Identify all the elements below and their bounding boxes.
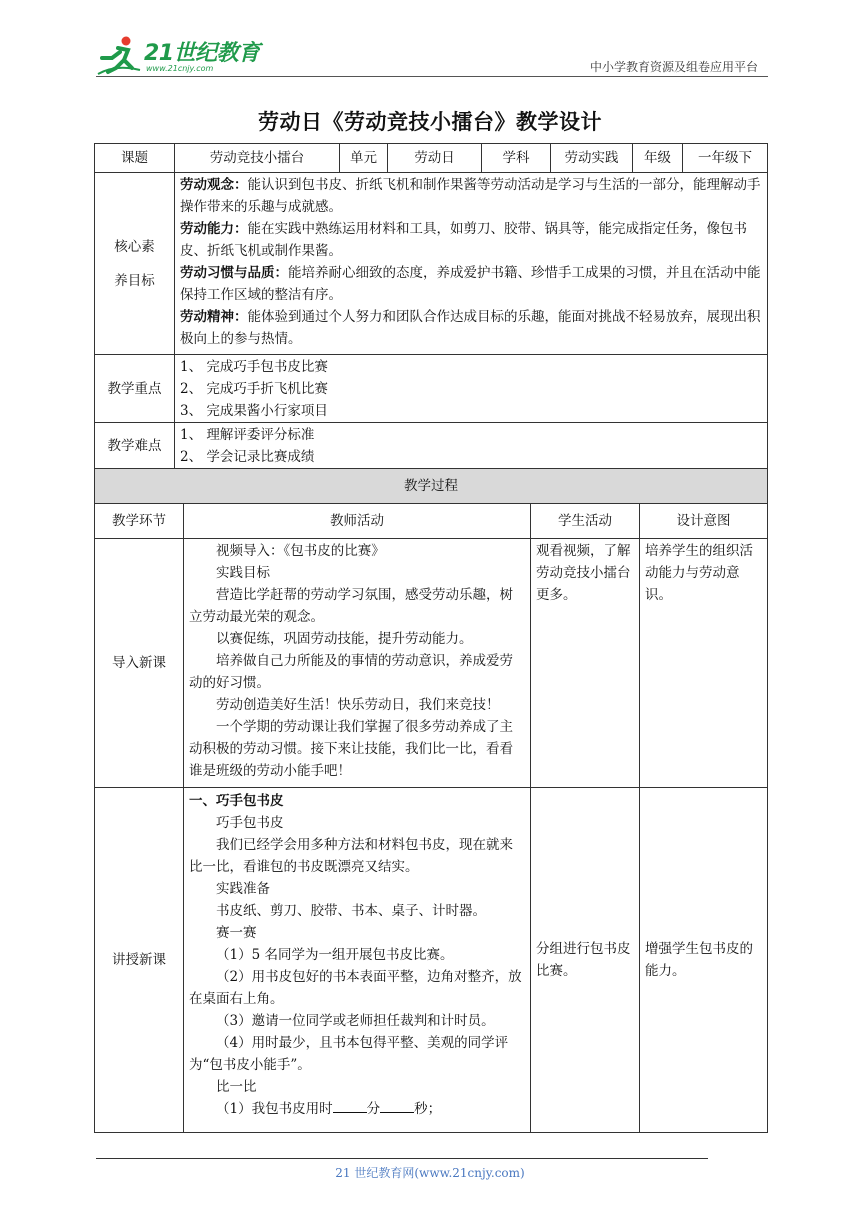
- goals-label: [95, 173, 175, 355]
- difficulty-item: 1、 理解评委评分标准: [180, 426, 315, 443]
- activity-line: （4）用时最少，且书本包得平整、美观的同学评为“包书皮小能手”。: [189, 1035, 509, 1073]
- grade-value: 一年级下: [683, 144, 768, 173]
- grade-label: 年级: [633, 144, 683, 173]
- goal-text: 能培养耐心细致的态度，养成爱护书籍、珍惜手工成果的习惯，并且在活动中能保持工作区域的整洁有序。: [180, 265, 761, 303]
- subject-label: 学科: [482, 144, 551, 173]
- design-intent: 增强学生包书皮的能力。: [640, 788, 768, 1133]
- column-header: 学生活动: [531, 504, 640, 539]
- goal-head: 劳动习惯与品质：: [180, 265, 288, 281]
- section-title-text: 一、巧手包书皮: [189, 793, 284, 809]
- section-title: [189, 790, 525, 812]
- stage-new-lesson: 讲授新课: [95, 788, 184, 1133]
- teacher-activity: [184, 539, 531, 788]
- footer-divider: [96, 1158, 708, 1159]
- activity-line: 培养做自己力所能及的事情的劳动意识，养成爱劳动的好习惯。: [189, 653, 513, 691]
- stage-intro: 导入新课: [95, 539, 184, 788]
- teaching-process-table: [94, 468, 768, 1133]
- activity-line: 实践目标: [216, 565, 270, 581]
- goal-item: [180, 174, 762, 218]
- goal-text: 能在实践中熟练运用材料和工具，如剪刀、胶带、锅具等，能完成指定任务，像包书皮、折纸飞机或制作果酱。: [180, 221, 747, 259]
- goal-text: 能体验到通过个人努力和团队合作达成目标的乐趣，能面对挑战不轻易放弃，展现出积极向上的参与热情。: [180, 309, 761, 347]
- topic-value: 劳动竞技小擂台: [175, 144, 340, 173]
- student-activity: 观看视频，了解劳动竞技小擂台更多。: [531, 539, 640, 788]
- activity-line: 巧手包书皮: [216, 815, 284, 831]
- runner-logo-icon: [96, 34, 142, 76]
- header-divider: [96, 76, 768, 77]
- goal-item: [180, 262, 762, 306]
- key-points-label: 教学重点: [95, 355, 175, 423]
- student-activity: 分组进行包书皮比赛。: [531, 788, 640, 1133]
- activity-line: 赛一赛: [216, 925, 257, 941]
- logo-url: www.21cnjy.com: [146, 64, 214, 73]
- record-prefix: （1）我包书皮用时: [216, 1101, 333, 1117]
- goals-label-line-2: 养目标: [114, 272, 155, 289]
- key-point-item: 1、 完成巧手包书皮比赛: [180, 358, 328, 375]
- activity-line: 营造比学赶帮的劳动学习氛围，感受劳动乐趣，树立劳动最光荣的观念。: [189, 587, 513, 625]
- seconds-unit: 秒；: [414, 1101, 442, 1117]
- activity-line: 书皮纸、剪刀、胶带、书本、桌子、计时器。: [216, 903, 486, 919]
- minutes-unit: 分: [366, 1101, 381, 1117]
- topic-label: 课题: [95, 144, 175, 173]
- seconds-blank: [380, 1100, 414, 1113]
- column-header: 设计意图: [640, 504, 768, 539]
- difficulties-list: [175, 423, 768, 469]
- difficulty-item: 2、 学会记录比赛成绩: [180, 448, 315, 465]
- goal-item: [180, 306, 762, 350]
- key-point-item: 3、 完成果酱小行家项目: [180, 402, 328, 419]
- teacher-activity: [184, 788, 531, 1133]
- column-header: 教师活动: [184, 504, 531, 539]
- platform-name: 中小学教育资源及组卷应用平台: [589, 60, 758, 74]
- page-title: 劳动日《劳动竞技小擂台》教学设计: [258, 109, 602, 134]
- difficulties-label: 教学难点: [95, 423, 175, 469]
- activity-line: 一个学期的劳动课让我们掌握了很多劳动养成了主动积极的劳动习惯。接下来让技能，我们比一比，看看谁是班级的劳动小能手吧！: [189, 719, 513, 779]
- activity-line: 我们已经学会用多种方法和材料包书皮，现在就来比一比，看谁包的书皮既漂亮又结实。: [189, 837, 513, 875]
- logo: [96, 34, 266, 76]
- goal-item: [180, 218, 762, 262]
- subject-value: 劳动实践: [551, 144, 633, 173]
- goal-head: 劳动能力：: [180, 221, 248, 237]
- activity-line: 比一比: [216, 1079, 257, 1095]
- goal-head: 劳动观念：: [180, 177, 248, 193]
- page-header: [96, 30, 768, 78]
- activity-line: （1）5 名同学为一组开展包书皮比赛。: [216, 947, 454, 963]
- activity-line: 视频导入：《包书皮的比赛》: [216, 543, 385, 559]
- activity-line: 实践准备: [216, 881, 270, 897]
- record-line: [189, 1098, 525, 1120]
- activity-line: （2）用书皮包好的书本表面平整，边角对整齐，放在桌面右上角。: [189, 969, 522, 1007]
- design-intent: 培养学生的组织活动能力与劳动意识。: [640, 539, 768, 788]
- lesson-info-table: [94, 143, 768, 469]
- key-point-item: 2、 完成巧手折飞机比赛: [180, 380, 328, 397]
- unit-value: 劳动日: [388, 144, 482, 173]
- key-points-list: [175, 355, 768, 423]
- logo-text: 21世纪教育: [144, 41, 260, 66]
- goals-content: [175, 173, 768, 355]
- column-header: 教学环节: [95, 504, 184, 539]
- goal-head: 劳动精神：: [180, 309, 248, 325]
- minutes-blank: [333, 1100, 367, 1113]
- activity-line: 劳动创造美好生活！快乐劳动日，我们来竞技！: [216, 697, 500, 713]
- unit-label: 单元: [340, 144, 388, 173]
- goal-text: 能认识到包书皮、折纸飞机和制作果酱等劳动活动是学习与生活的一部分，能理解动手操作带来的乐趣与成就感。: [180, 177, 761, 215]
- activity-line: （3）邀请一位同学或老师担任裁判和计时员。: [216, 1013, 495, 1029]
- goals-label-line-1: 核心素: [114, 238, 155, 255]
- page-footer: 21 世纪教育网(www.21cnjy.com): [335, 1166, 525, 1180]
- process-heading: 教学过程: [95, 469, 768, 504]
- activity-line: 以赛促练，巩固劳动技能，提升劳动能力。: [216, 631, 473, 647]
